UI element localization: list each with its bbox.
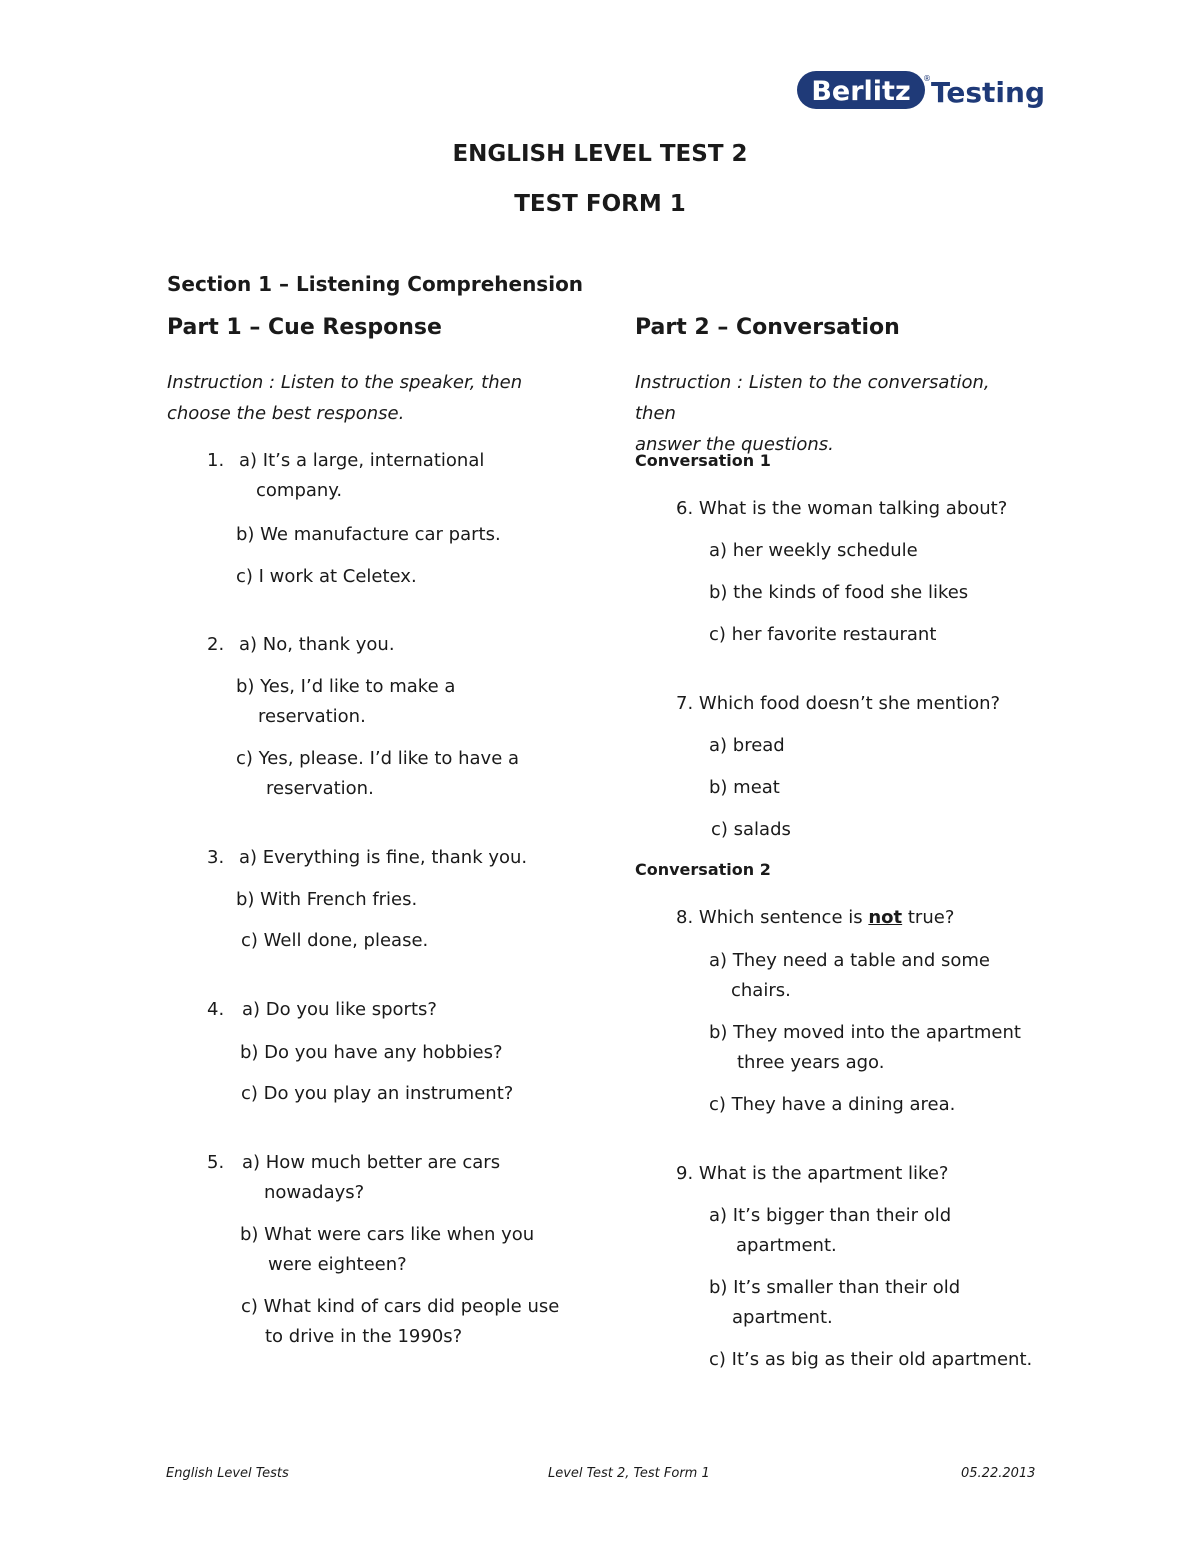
question-number: 1. — [207, 450, 225, 471]
question-text: Which food doesn’t she mention? — [698, 693, 1001, 714]
test-title: ENGLISH LEVEL TEST 2 — [452, 141, 748, 167]
option-line: were eighteen? — [268, 1254, 407, 1275]
question-text: What is the woman talking about? — [698, 498, 1008, 519]
answer-option: a) Do you like sports? — [242, 999, 437, 1020]
question-number: 6. — [676, 498, 694, 519]
question-number: 3. — [207, 847, 225, 868]
option-line: c) Yes, please. I’d like to have a — [236, 748, 520, 769]
test-form-title: TEST FORM 1 — [514, 191, 686, 217]
question — [676, 903, 954, 933]
option-line: apartment. — [736, 1235, 837, 1256]
question-text: Which sentence is — [698, 907, 869, 928]
question — [676, 1159, 948, 1189]
answer-option: c) Do you play an instrument? — [241, 1083, 514, 1104]
answer-option — [709, 1273, 960, 1333]
answer-option: c) her favorite restaurant — [709, 624, 937, 645]
answer-option: a) No, thank you. — [239, 634, 395, 655]
answer-option: b) Do you have any hobbies? — [240, 1042, 503, 1063]
question-text-end: true? — [902, 907, 955, 928]
question-number: 8. — [676, 907, 694, 928]
conversation-2-label: Conversation 2 — [635, 860, 771, 879]
answer-option: b) We manufacture car parts. — [236, 524, 501, 545]
logo-mark: ® — [923, 74, 931, 83]
option-line: three years ago. — [737, 1052, 885, 1073]
question-number: 2. — [207, 634, 225, 655]
answer-option: c) salads — [711, 819, 791, 840]
part2-instruction-line: answer the questions. — [635, 434, 834, 455]
option-line: a) How much better are cars — [242, 1152, 501, 1173]
footer-right: 05.22.2013 — [961, 1466, 1036, 1481]
answer-option — [709, 1018, 1021, 1078]
question-text: What is the apartment like? — [698, 1163, 949, 1184]
logo-word2: Testing — [931, 76, 1045, 109]
answer-option: a) Everything is fine, thank you. — [239, 847, 528, 868]
option-line: a) It’s a large, international — [239, 450, 485, 471]
option-line: nowadays? — [264, 1182, 365, 1203]
answer-option: b) the kinds of food she likes — [709, 582, 969, 603]
answer-option: b) meat — [709, 777, 780, 798]
logo-word1: Berlitz — [811, 76, 911, 107]
answer-option: c) Well done, please. — [241, 930, 429, 951]
question-number: 5. — [207, 1152, 225, 1173]
answer-option — [239, 446, 484, 506]
footer-center: Level Test 2, Test Form 1 — [548, 1466, 710, 1481]
section-title: Section 1 – Listening Comprehension — [167, 272, 584, 296]
option-line: chairs. — [731, 980, 791, 1001]
question — [676, 494, 1007, 524]
part2-heading: Part 2 – Conversation — [635, 315, 900, 340]
option-line: b) It’s smaller than their old — [709, 1277, 961, 1298]
answer-option: c) It’s as big as their old apartment. — [709, 1349, 1033, 1370]
option-line: reservation. — [258, 706, 366, 727]
option-line: b) What were cars like when you — [240, 1224, 535, 1245]
answer-option — [242, 1148, 500, 1208]
answer-option — [241, 1292, 559, 1352]
answer-option — [240, 1220, 534, 1280]
option-line: reservation. — [266, 778, 374, 799]
part2-instruction-line: Instruction : Listen to the conversation, then — [635, 372, 990, 424]
answer-option: b) With French fries. — [236, 889, 418, 910]
part1-heading: Part 1 – Cue Response — [167, 315, 442, 340]
emphasis-not: not — [868, 907, 903, 928]
option-line: b) They moved into the apartment — [709, 1022, 1021, 1043]
question — [676, 689, 1000, 719]
footer-left: English Level Tests — [166, 1466, 289, 1481]
answer-option: a) bread — [709, 735, 785, 756]
answer-option — [709, 946, 990, 1006]
answer-option: c) I work at Celetex. — [236, 566, 417, 587]
part1-instruction-line: choose the best response. — [167, 403, 405, 424]
option-line: b) Yes, I’d like to make a — [236, 676, 456, 697]
berlitz-testing-logo — [797, 69, 1045, 111]
conversation-1-label: Conversation 1 — [635, 451, 771, 470]
answer-option — [236, 744, 519, 804]
option-line: apartment. — [732, 1307, 833, 1328]
option-line: c) What kind of cars did people use — [241, 1296, 560, 1317]
option-line: company. — [256, 480, 343, 501]
answer-option — [709, 1201, 951, 1261]
option-line: a) They need a table and some — [709, 950, 990, 971]
question-number: 7. — [676, 693, 694, 714]
answer-option: c) They have a dining area. — [709, 1094, 956, 1115]
answer-option: a) her weekly schedule — [709, 540, 918, 561]
option-line: to drive in the 1990s? — [265, 1326, 463, 1347]
question-number: 4. — [207, 999, 225, 1020]
part2-instruction — [635, 367, 1035, 460]
answer-option — [236, 672, 455, 732]
option-line: a) It’s bigger than their old — [709, 1205, 952, 1226]
question-number: 9. — [676, 1163, 694, 1184]
part1-instruction — [167, 367, 567, 429]
part1-instruction-line: Instruction : Listen to the speaker, then — [167, 372, 523, 393]
